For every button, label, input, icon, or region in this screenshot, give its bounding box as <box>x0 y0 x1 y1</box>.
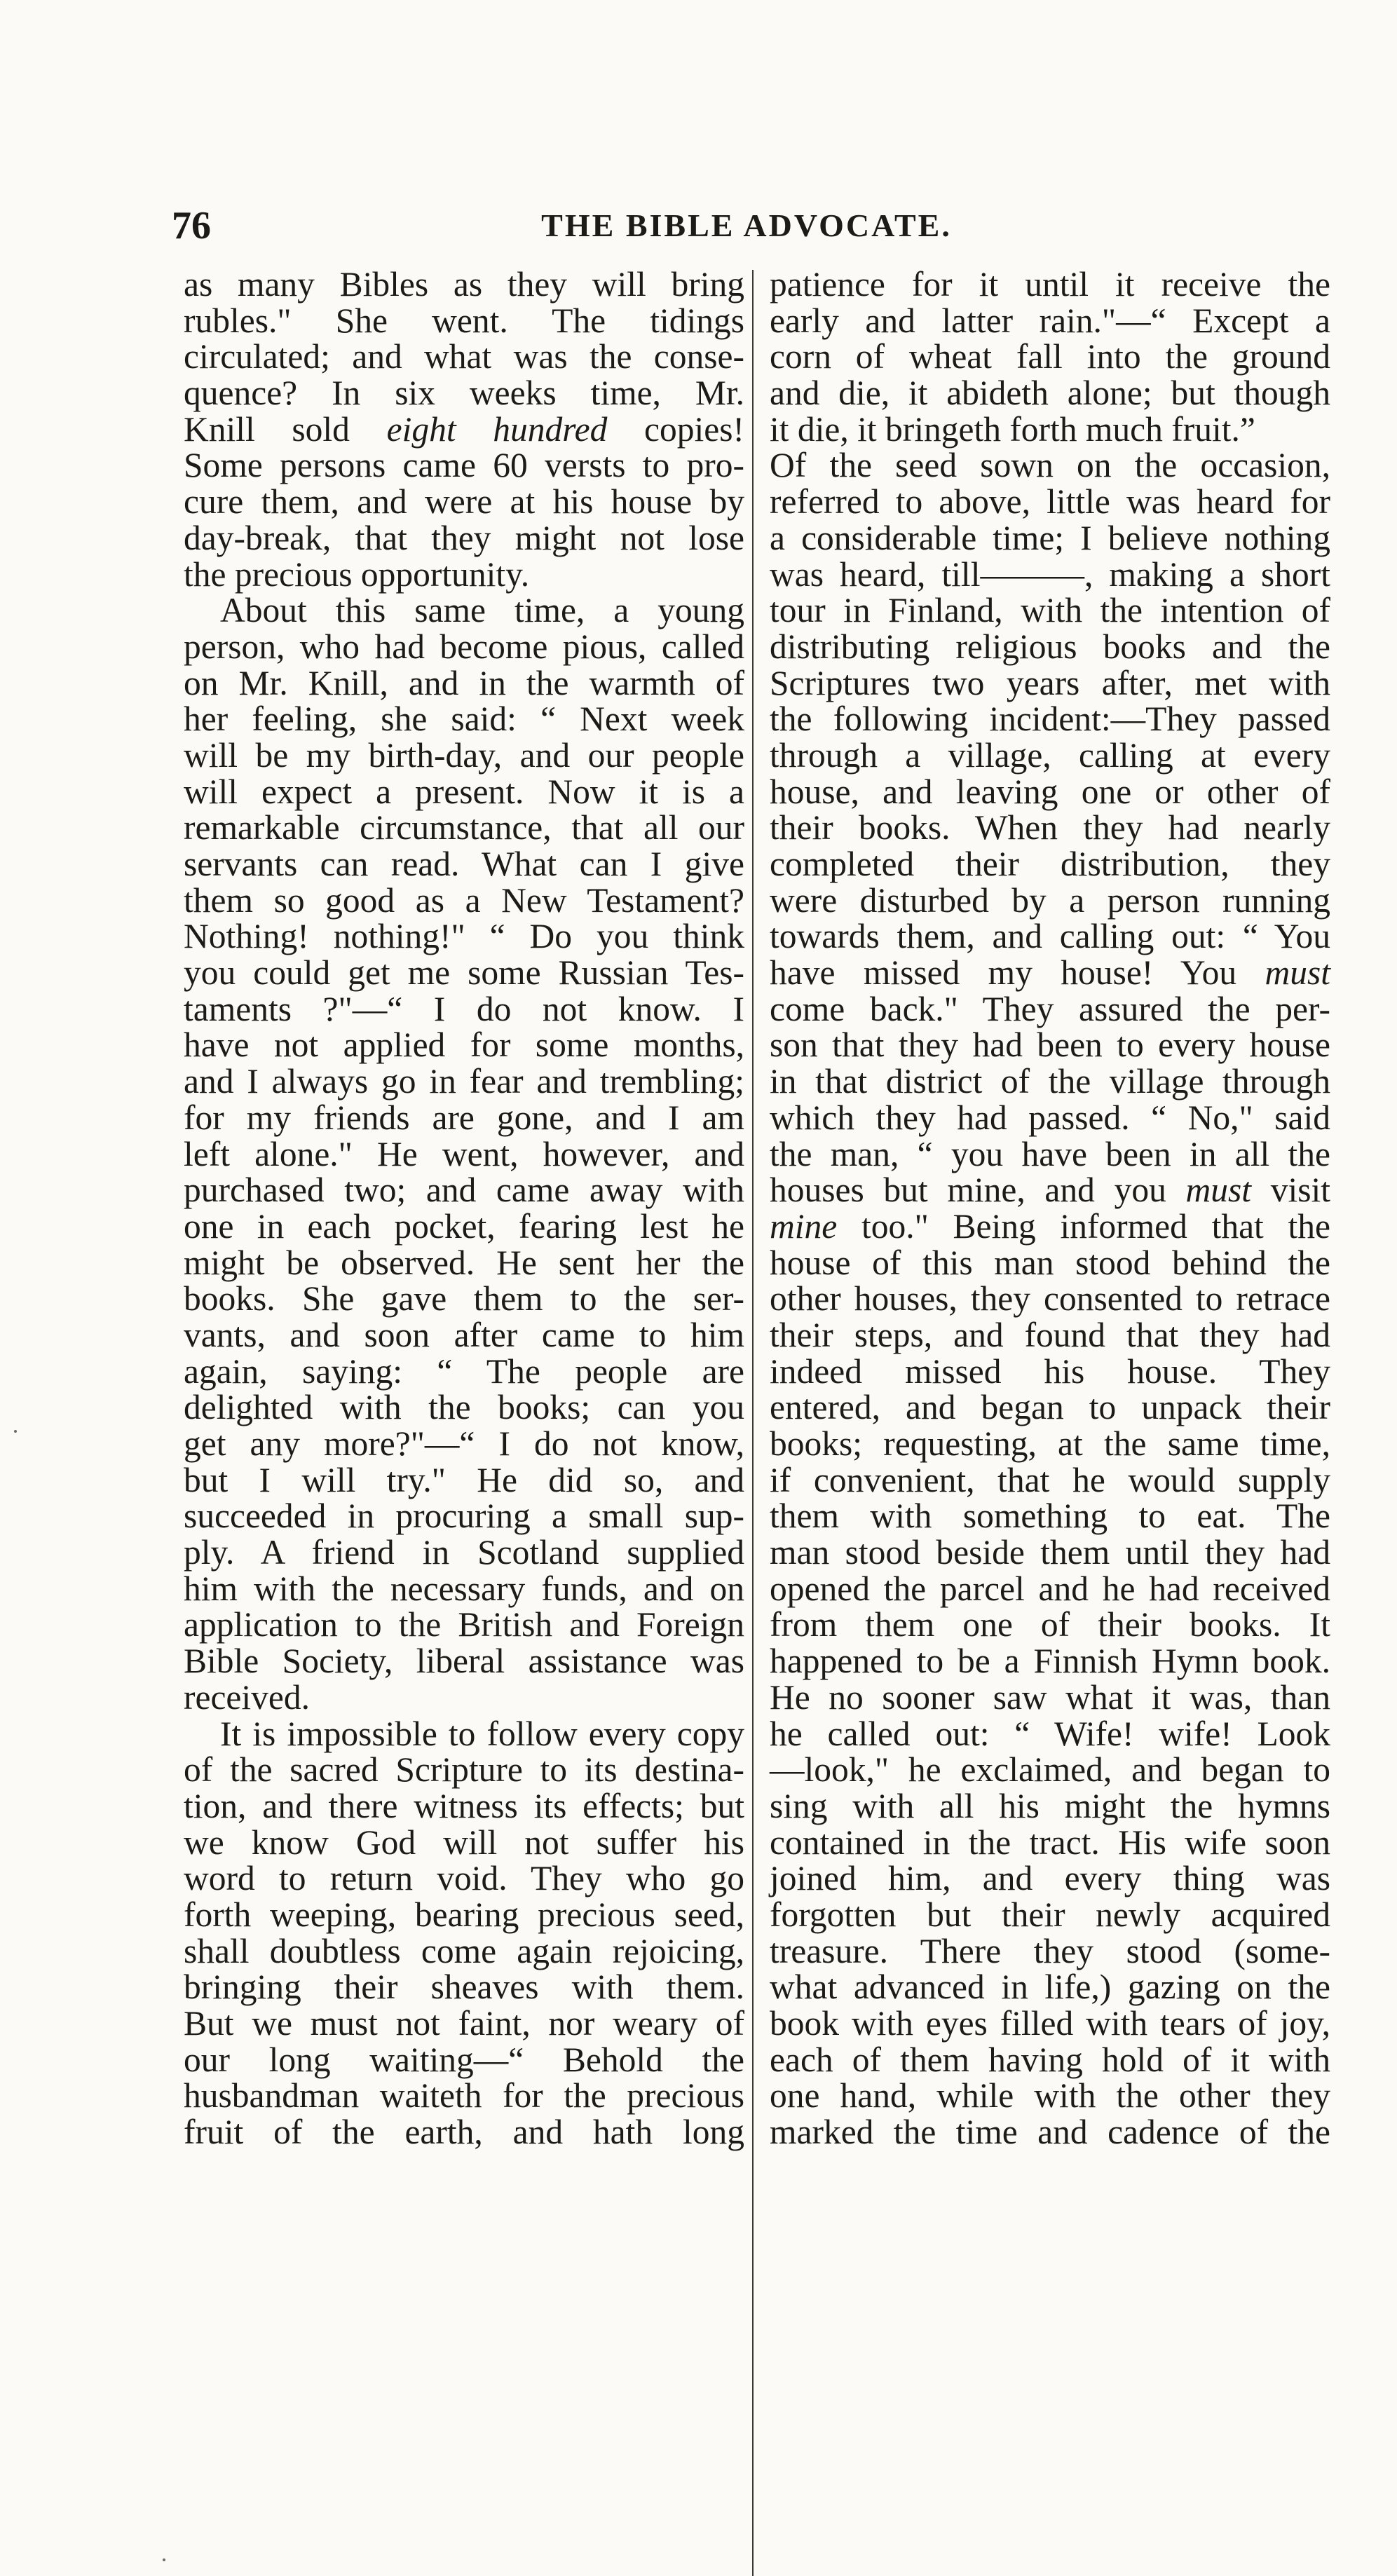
text-line: which they had passed. “ No," said <box>770 1098 1330 1137</box>
text-line: sing with all his might the hymns <box>770 1786 1330 1825</box>
text-line: husbandman waiteth for the precious <box>184 2076 744 2115</box>
text-line: Knill sold eight hundred copies! <box>184 409 744 449</box>
text-line: shall doubtless come again rejoicing, <box>184 1931 744 1970</box>
text-line: tour in Finland, with the intention of <box>770 591 1330 630</box>
text-line: and die, it abideth alone; but though <box>770 374 1330 413</box>
text-line: happened to be a Finnish Hymn book. <box>770 1642 1330 1681</box>
text-line: distributing religious books and the <box>770 627 1330 666</box>
text-line: will be my birth-day, and our people <box>184 735 744 775</box>
text-line: contained in the tract. His wife soon <box>770 1822 1330 1862</box>
text-line: patience for it until it receive the <box>770 265 1330 304</box>
text-line: About this same time, a young <box>220 591 744 630</box>
text-line: delighted with the books; can you <box>184 1388 744 1427</box>
text-line: Of the seed sown on the occasion, <box>770 446 1330 485</box>
text-line: we know God will not suffer his <box>184 1822 744 1862</box>
text-line: again, saying: “ The people are <box>184 1351 744 1391</box>
text-line: houses but mine, and you must visit <box>770 1171 1330 1210</box>
text-line: have missed my house! You must <box>770 953 1330 993</box>
text-line: their steps, and found that they had <box>770 1315 1330 1354</box>
text-line: him with the necessary funds, and on <box>184 1569 744 1608</box>
text-line: what advanced in life,) gazing on the <box>770 1968 1330 2007</box>
text-line: remarkable circumstance, that all our <box>184 808 744 847</box>
text-line: man stood beside them until they had <box>770 1533 1330 1572</box>
text-line: them so good as a New Testament? <box>184 880 744 920</box>
text-line: fruit of the earth, and hath long <box>184 2113 744 2152</box>
text-line: Some persons came 60 versts to pro- <box>184 446 744 485</box>
text-line: early and latter rain."—“ Except a <box>770 301 1330 340</box>
text-line: Nothing! nothing!" “ Do you think <box>184 917 744 956</box>
text-line: forth weeping, bearing precious seed, <box>184 1895 744 1934</box>
page-header <box>172 198 1321 254</box>
text-line: he called out: “ Wife! wife! Look <box>770 1714 1330 1753</box>
text-line: application to the British and Foreign <box>184 1605 744 1644</box>
text-line: but I will try." He did so, and <box>184 1460 744 1499</box>
text-line: —look," he exclaimed, and began to <box>770 1750 1330 1790</box>
text-line: books. She gave them to the ser- <box>184 1279 744 1318</box>
text-line: each of them having hold of it with <box>770 2040 1330 2079</box>
text-line: house, and leaving one or other of <box>770 772 1330 811</box>
text-line: tion, and there witness its effects; but <box>184 1786 744 1825</box>
text-line: left alone." He went, however, and <box>184 1134 744 1173</box>
text-line: quence? In six weeks time, Mr. <box>184 374 744 413</box>
text-line: one in each pocket, fearing lest he <box>184 1206 744 1246</box>
text-line: completed their distribution, they <box>770 845 1330 883</box>
text-line: for my friends are gone, and I am <box>184 1098 744 1137</box>
text-line: you could get me some Russian Tes- <box>184 953 744 993</box>
text-line: and I always go in fear and trembling; <box>184 1062 744 1101</box>
text-line: one hand, while with the other they <box>770 2076 1330 2115</box>
paper-speck <box>14 1430 17 1433</box>
running-title: THE BIBLE ADVOCATE. <box>541 207 952 243</box>
left-column <box>184 266 744 2151</box>
text-line: the man, “ you have been in all the <box>770 1134 1330 1173</box>
text-line: But we must not faint, nor weary of <box>184 2004 744 2043</box>
text-line: as many Bibles as they will bring <box>184 265 744 304</box>
text-line: It is impossible to follow every copy <box>220 1714 744 1753</box>
text-line: purchased two; and came away with <box>184 1171 744 1210</box>
text-line: it die, it bringeth forth much fruit.” <box>770 409 1255 449</box>
text-line: opened the parcel and he had received <box>770 1569 1330 1608</box>
text-line: rubles." She went. The tidings <box>184 301 744 340</box>
text-line: our long waiting—“ Behold the <box>184 2040 744 2079</box>
text-line: get any more?"—“ I do not know, <box>184 1424 744 1463</box>
text-line: forgotten but their newly acquired <box>770 1895 1330 1934</box>
text-line: house of this man stood behind the <box>770 1243 1330 1282</box>
paper-speck <box>163 2558 165 2561</box>
text-line: through a village, calling at every <box>770 735 1330 775</box>
text-line: the following incident:—They passed <box>770 700 1330 739</box>
text-line: mine too." Being informed that the <box>770 1206 1330 1246</box>
text-line: day-break, that they might not lose <box>184 518 744 557</box>
text-line: was heard, till———, making a short <box>770 554 1330 594</box>
text-line: taments ?"—“ I do not know. I <box>184 989 744 1028</box>
text-line: ply. A friend in Scotland supplied <box>184 1533 744 1572</box>
text-line: vants, and soon after came to him <box>184 1315 744 1354</box>
text-line: her feeling, she said: “ Next week <box>184 700 744 739</box>
text-line: the precious opportunity. <box>184 554 530 594</box>
text-line: He no sooner saw what it was, than <box>770 1677 1330 1717</box>
text-line: have not applied for some months, <box>184 1025 744 1065</box>
text-line: were disturbed by a person running <box>770 880 1330 920</box>
text-line: in that district of the village through <box>770 1062 1330 1101</box>
text-line: them with something to eat. The <box>770 1497 1330 1536</box>
text-line: might be observed. He sent her the <box>184 1243 744 1282</box>
text-line: word to return void. They who go <box>184 1859 744 1898</box>
text-line: received. <box>184 1677 310 1717</box>
text-line: bringing their sheaves with them. <box>184 1968 744 2007</box>
text-line: on Mr. Knill, and in the warmth of <box>184 663 744 702</box>
text-line: towards them, and calling out: “ You <box>770 917 1330 956</box>
text-line: of the sacred Scripture to its destina- <box>184 1750 744 1790</box>
text-line: indeed missed his house. They <box>770 1351 1330 1391</box>
text-line: servants can read. What can I give <box>184 845 744 883</box>
text-line: entered, and began to unpack their <box>770 1388 1330 1427</box>
text-line: circulated; and what was the conse- <box>184 337 744 376</box>
text-line: Scriptures two years after, met with <box>770 663 1330 702</box>
text-line: succeeded in procuring a small sup- <box>184 1497 744 1536</box>
right-column <box>770 266 1330 2151</box>
column-divider <box>752 270 754 2576</box>
text-line: come back." They assured the per- <box>770 989 1330 1028</box>
text-line: referred to above, little was heard for <box>770 482 1330 522</box>
text-line: other houses, they consented to retrace <box>770 1279 1330 1318</box>
text-line: person, who had become pious, called <box>184 627 744 666</box>
text-line: a considerable time; I believe nothing <box>770 518 1330 557</box>
text-line: joined him, and every thing was <box>770 1859 1330 1898</box>
text-line: from them one of their books. It <box>770 1605 1330 1644</box>
text-line: book with eyes filled with tears of joy, <box>770 2004 1330 2043</box>
text-line: corn of wheat fall into the ground <box>770 337 1330 376</box>
text-line: Bible Society, liberal assistance was <box>184 1642 744 1681</box>
text-line: books; requesting, at the same time, <box>770 1424 1330 1463</box>
text-line: marked the time and cadence of the <box>770 2113 1330 2152</box>
text-line: son that they had been to every house <box>770 1025 1330 1065</box>
text-line: cure them, and were at his house by <box>184 482 744 522</box>
text-line: if convenient, that he would supply <box>770 1460 1330 1499</box>
text-line: will expect a present. Now it is a <box>184 772 744 811</box>
page-number: 76 <box>172 204 211 247</box>
text-line: treasure. There they stood (some- <box>770 1931 1330 1970</box>
text-line: their books. When they had nearly <box>770 808 1330 847</box>
